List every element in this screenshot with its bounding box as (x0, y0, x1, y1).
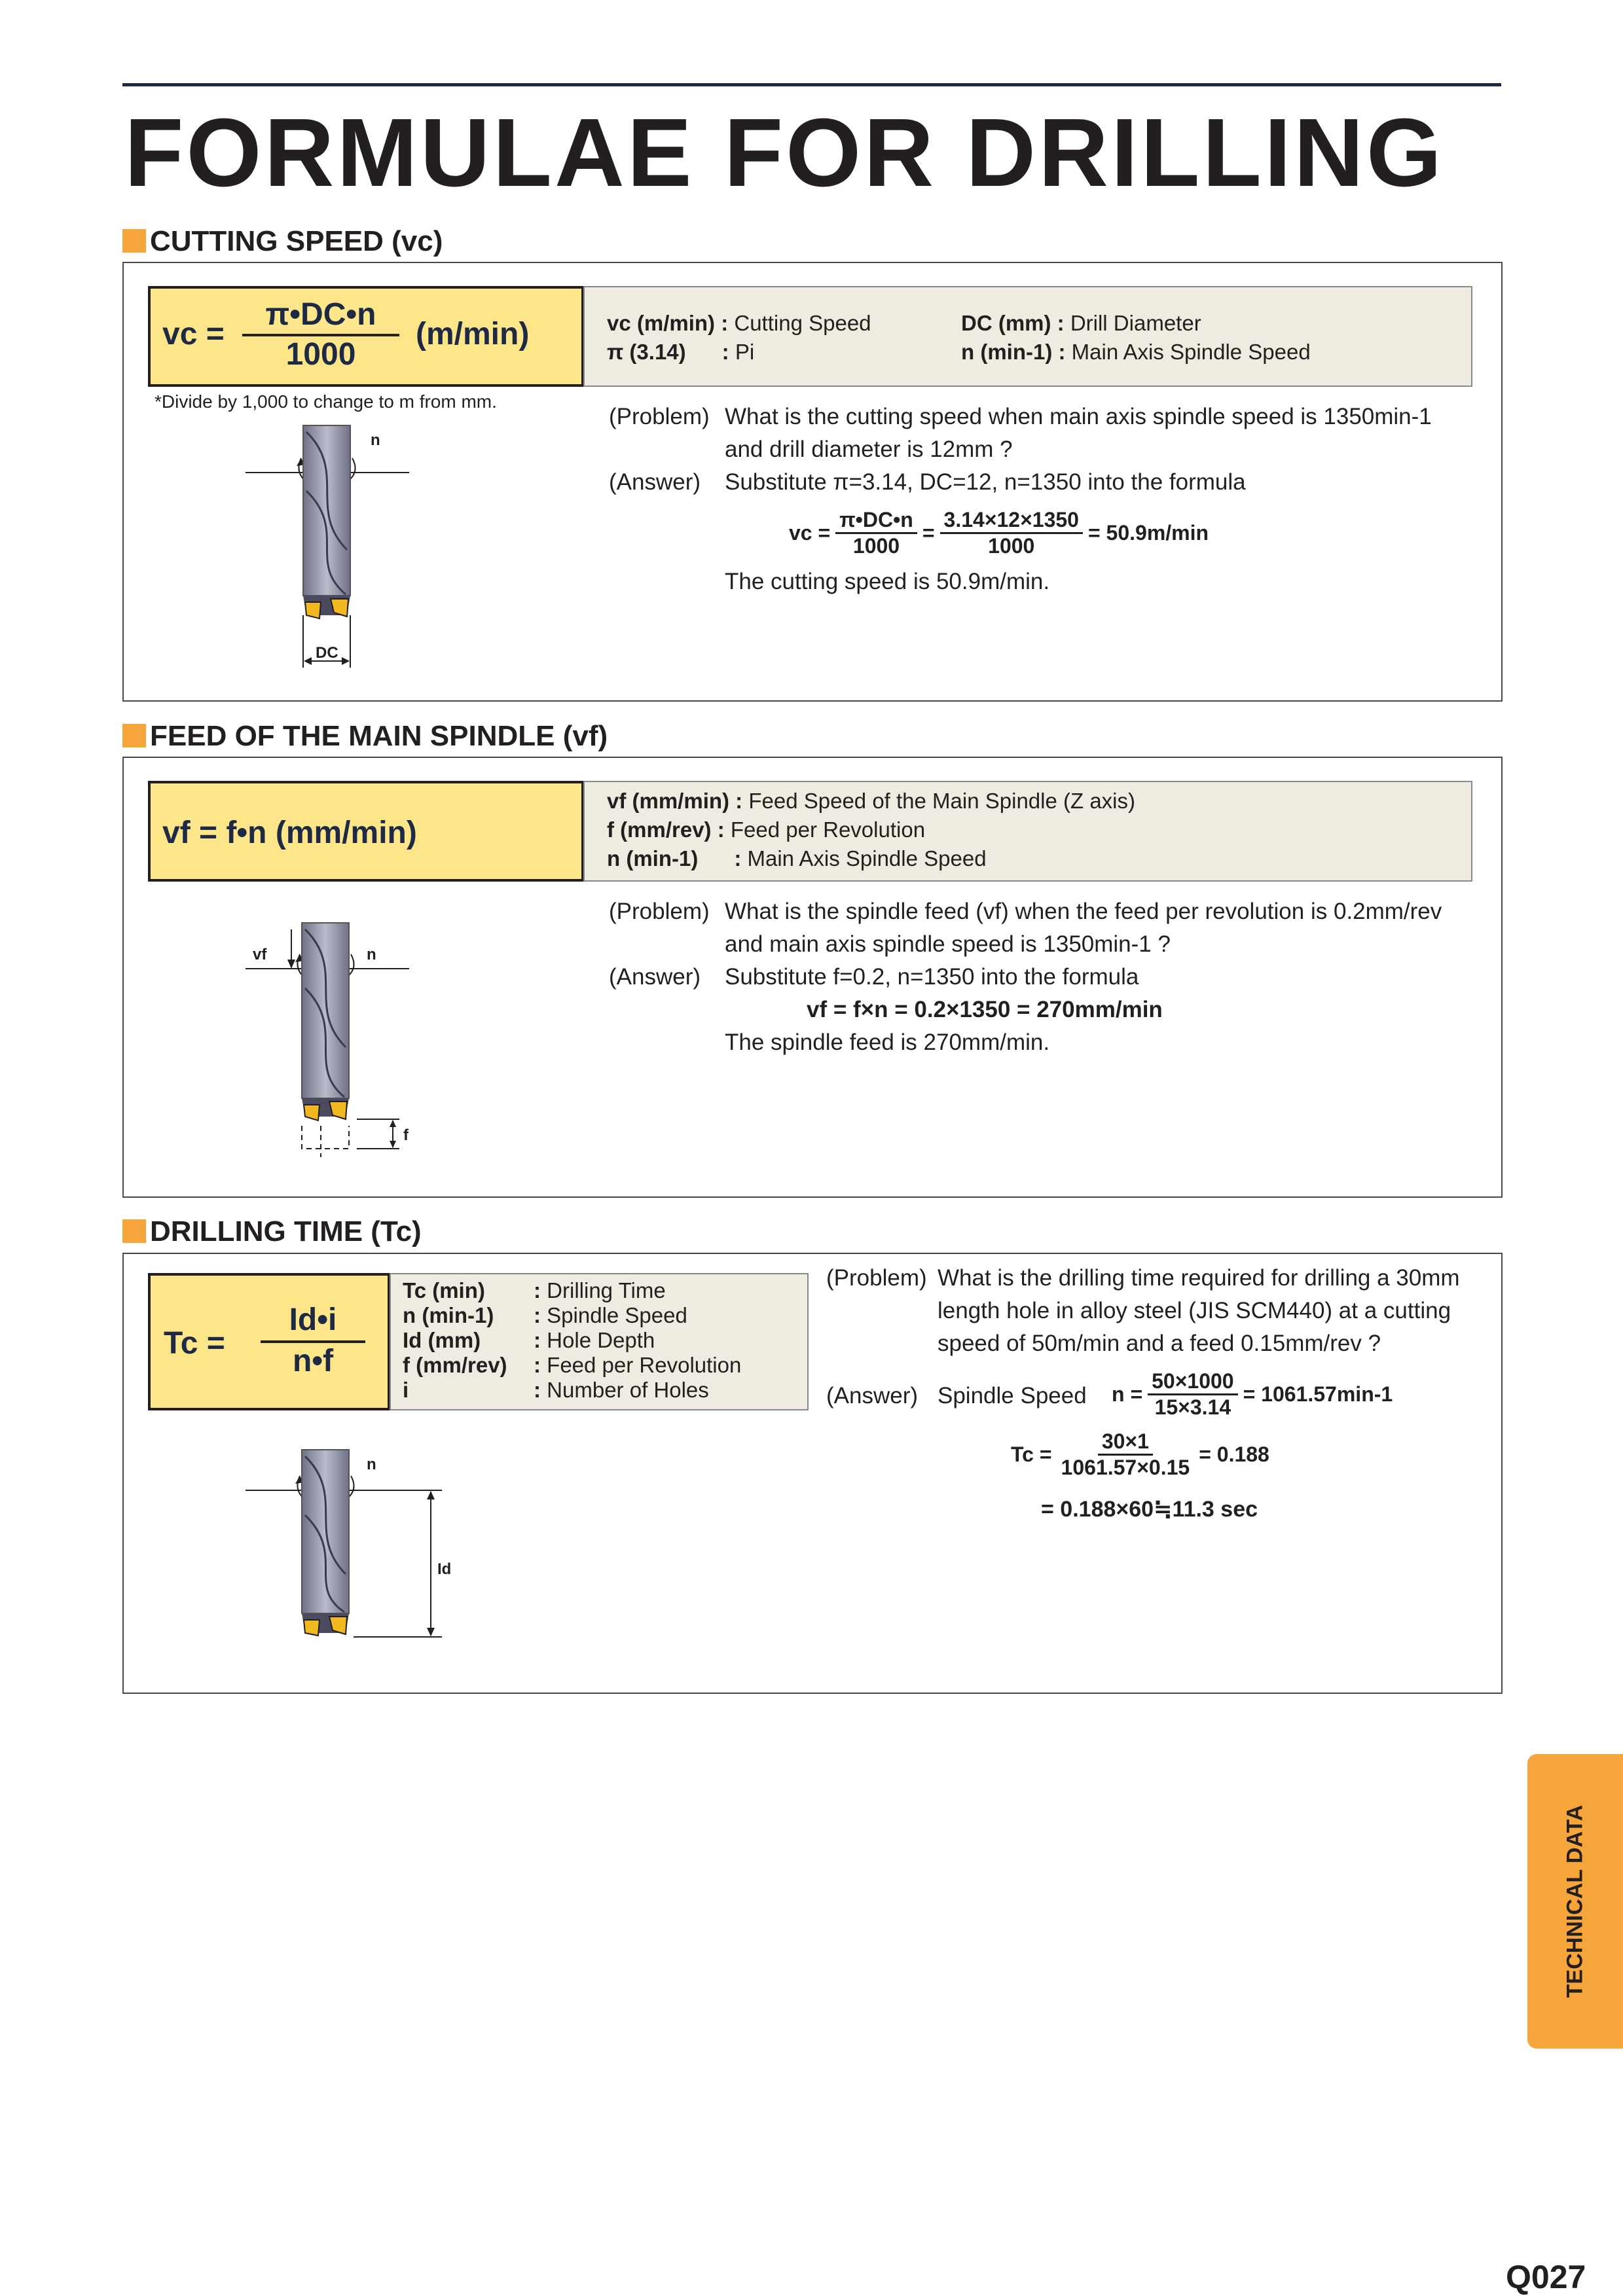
calculation-spindle-speed: n = $\frac{50\times 1000}{15\times 3.14}$ = 1061.57min-1 (1112, 1369, 1393, 1419)
label-f: f (403, 1126, 409, 1144)
problem-label: (Problem) (609, 404, 710, 429)
answer-label: (Answer) (826, 1383, 919, 1408)
def-row: n (min-1) : Main Axis Spindle Speed (607, 846, 987, 870)
label-n: n (367, 946, 376, 963)
calc-result: = 50.9m/min (1087, 521, 1209, 545)
calc-fraction-1: $\frac{\pi•DC•n}{1000}$ (835, 508, 917, 558)
drill-figure-cutting-speed (236, 419, 419, 681)
answer-label: (Answer) (609, 469, 701, 495)
definitions-cutting-speed (583, 286, 1472, 387)
problem-text: and main axis spindle speed is 1350min-1 ? (725, 931, 1171, 957)
calculation-final: = 0.188×60≒11.3 sec (1041, 1497, 1258, 1522)
problem-text: speed of 50m/min and a feed 0.15mm/rev ? (938, 1331, 1381, 1356)
def-row: Tc (min) : Drilling Time (403, 1278, 666, 1302)
problem-text: What is the drilling time required for drilling a 30mm (938, 1265, 1460, 1291)
def-row: vf (mm/min) : Feed Speed of the Main Spindle (Z axis) (607, 789, 1135, 813)
def-row: π (3.14) : Pi (607, 340, 755, 364)
drill-figure-feed (236, 916, 432, 1172)
page-title: FORMULAE FOR DRILLING (124, 99, 1445, 207)
problem-label: (Problem) (826, 1265, 927, 1291)
formula-denominator: n•f (292, 1344, 334, 1378)
section-marker-icon (122, 229, 146, 253)
formula-lhs: Tc = (164, 1326, 225, 1361)
answer-text: Substitute π=3.14, DC=12, n=1350 into the formula (725, 469, 1246, 495)
problem-label: (Problem) (609, 899, 710, 924)
section-heading-feed: FEED OF THE MAIN SPINDLE (vf) (122, 722, 608, 751)
problem-text: What is the cutting speed when main axis spindle speed is 1350min-1 (725, 404, 1432, 429)
label-n: n (371, 431, 380, 449)
definitions-drilling-time (390, 1273, 809, 1410)
section-marker-icon (122, 724, 146, 747)
formula-lhs: vc = (162, 317, 225, 351)
calc-lhs: vc = (789, 521, 831, 545)
answer-text: Substitute f=0.2, n=1350 into the formula (725, 964, 1139, 990)
top-rule (122, 83, 1501, 86)
section-marker-icon (122, 1219, 146, 1243)
side-tab-technical-data[interactable] (1527, 1754, 1623, 2049)
formula-denominator: 1000 (285, 337, 356, 372)
formula-box-feed (148, 781, 584, 882)
formula-box-drilling-time (148, 1273, 390, 1410)
def-row: vc (m/min) : Cutting Speed (607, 311, 871, 335)
definitions-feed (583, 781, 1472, 882)
calc-fraction: $\frac{30\times 1}{1061.57\times 0.15}$ (1061, 1429, 1190, 1479)
def-row: f (mm/rev) : Feed per Revolution (403, 1353, 742, 1377)
problem-text: and drill diameter is 12mm ? (725, 437, 1013, 462)
calculation-drilling-time: Tc = $\frac{30\times 1}{1061.57\times 0.15}$ = 0.188 (1011, 1429, 1269, 1479)
answer-text: Spindle Speed (938, 1383, 1087, 1408)
conclusion: The cutting speed is 50.9m/min. (725, 569, 1050, 594)
calc-fraction: $\frac{50\times 1000}{15\times 3.14}$ (1148, 1369, 1237, 1420)
section-heading-cutting-speed: CUTTING SPEED (vc) (122, 227, 443, 256)
footnote: *Divide by 1,000 to change to m from mm. (155, 391, 497, 412)
def-row: f (mm/rev) : Feed per Revolution (607, 817, 926, 842)
formula-fraction (261, 1302, 365, 1379)
def-row: Id (mm) : Hole Depth (403, 1328, 655, 1352)
formula-fraction (242, 296, 399, 372)
calc-result: = 0.188 (1199, 1443, 1269, 1466)
calc-result: = 1061.57min-1 (1243, 1382, 1393, 1406)
label-id: Id (437, 1560, 452, 1578)
formula-numerator: π•DC•n (242, 296, 399, 336)
def-row: n (min-1) : Main Axis Spindle Speed (961, 340, 1311, 364)
formula-unit: (m/min) (416, 317, 530, 351)
drill-figure-drilling-time (236, 1443, 471, 1659)
answer-label: (Answer) (609, 964, 701, 990)
problem-text: What is the spindle feed (vf) when the feed per revolution is 0.2mm/rev (725, 899, 1442, 924)
def-row: DC (mm) : Drill Diameter (961, 311, 1201, 335)
calculation-cutting-speed: vc = $\frac{\pi•DC•n}{1000}$ = $\frac{3.14\times 12\times 1350}{1000}$ = 50.9m/min (789, 508, 1209, 558)
problem-text: length hole in alloy steel (JIS SCM440) at a cutting (938, 1298, 1451, 1323)
label-dc: DC (316, 644, 338, 662)
formula-feed: vf = f•n (mm/min) (162, 816, 417, 850)
label-vf: vf (253, 946, 267, 963)
section-heading-drilling-time: DRILLING TIME (Tc) (122, 1217, 422, 1246)
def-row: i : Number of Holes (403, 1378, 709, 1402)
calculation-feed: vf = f×n = 0.2×1350 = 270mm/min (807, 997, 1163, 1022)
calc-fraction-2: $\frac{3.14\times 12\times 1350}{1000}$ (940, 508, 1083, 558)
formula-box-cutting-speed (148, 286, 584, 387)
def-list (403, 1278, 741, 1403)
page-number: Q027 (1506, 2259, 1586, 2295)
def-row: n (min-1) : Spindle Speed (403, 1303, 687, 1327)
conclusion: The spindle feed is 270mm/min. (725, 1030, 1050, 1055)
label-n: n (367, 1456, 376, 1473)
formula-numerator: Id•i (261, 1302, 365, 1343)
side-tab-label: TECHNICAL DATA (1562, 1804, 1588, 1998)
